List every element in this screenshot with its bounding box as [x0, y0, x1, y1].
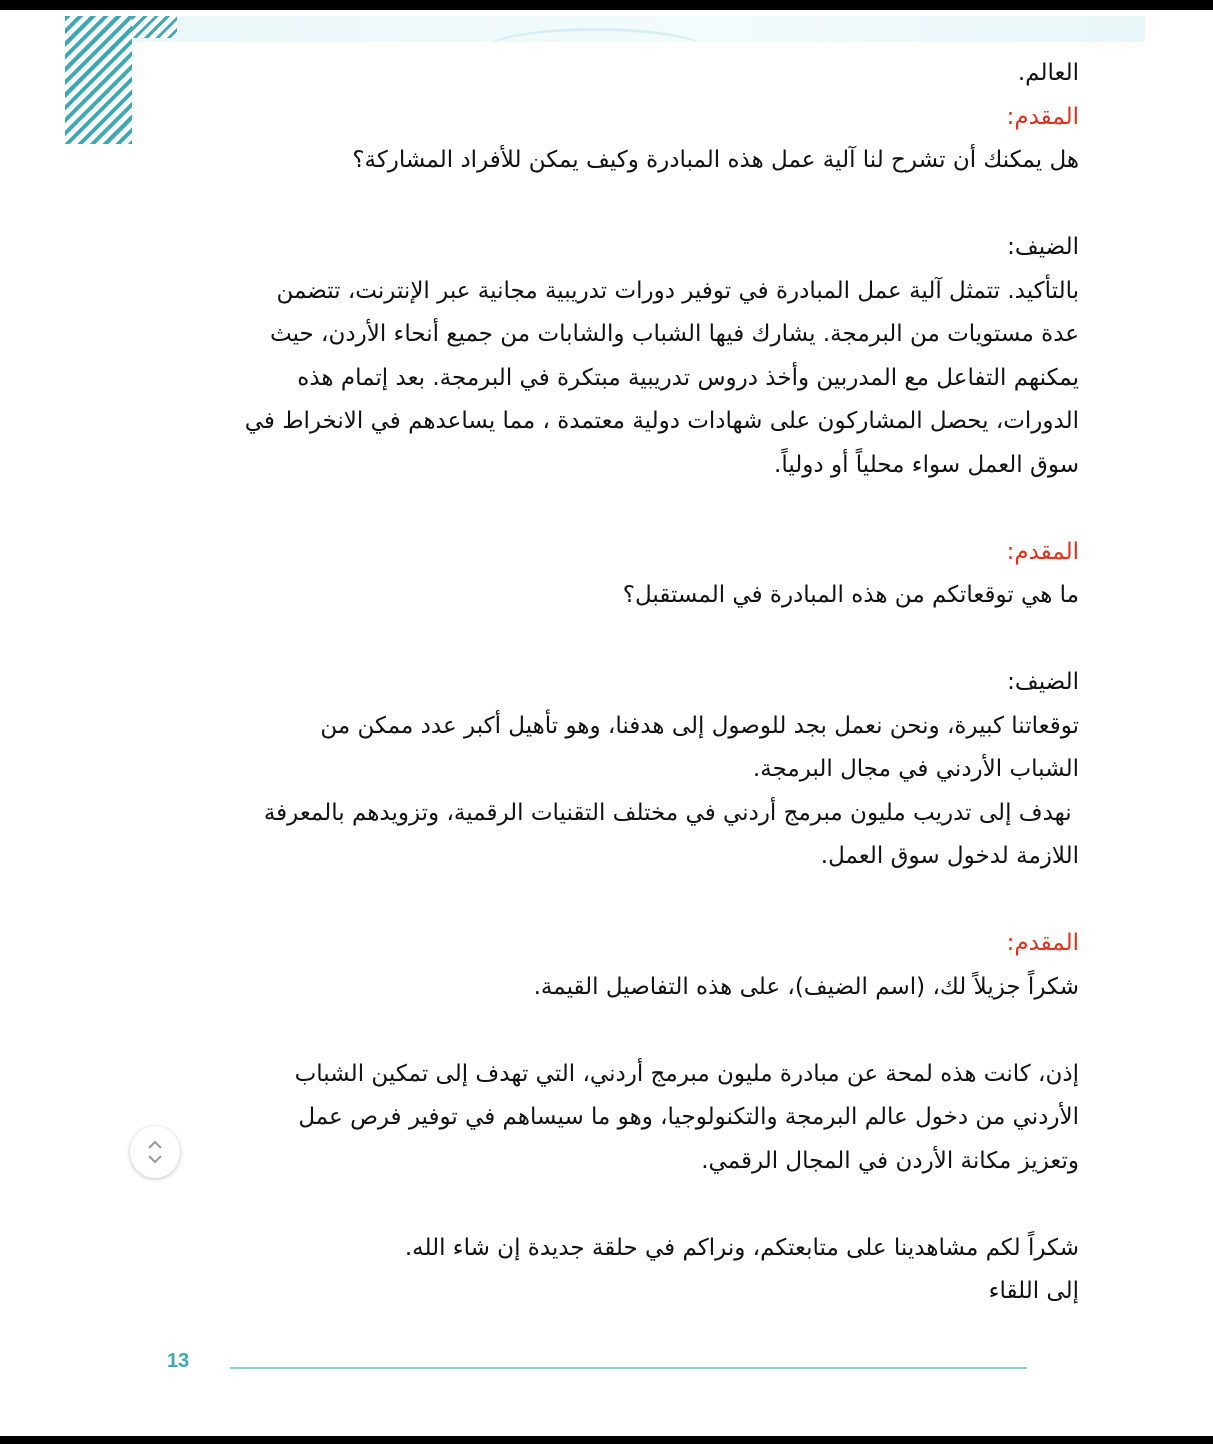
chevron-up-down-icon [145, 1137, 165, 1167]
text-line: وتعزيز مكانة الأردن في المجال الرقمي. [701, 1147, 1079, 1174]
speaker-label: المقدم: [1006, 930, 1079, 956]
speaker-label: المقدم: [1006, 538, 1079, 565]
bottom-black-bar [0, 1436, 1213, 1444]
speaker-label: المقدم: [1006, 103, 1079, 130]
scroll-button[interactable] [130, 1126, 180, 1178]
paragraph-spacer [159, 487, 1079, 531]
decorative-stripes-top [132, 16, 177, 38]
decorative-stripes [65, 16, 132, 144]
paragraph-spacer [159, 1183, 1079, 1227]
text-line: سوق العمل سواء محلياً أو دولياً. [774, 451, 1079, 478]
text-line: العالم. [1017, 60, 1079, 86]
page-number: 13 [167, 1350, 190, 1372]
footer-rule [230, 1367, 1027, 1369]
text-line: ما هي توقعاتكم من هذه المبادرة في المستقبل؟ [622, 582, 1079, 608]
text-line: شكراً جزيلاً لك، (اسم الضيف)، على هذه التفاصيل القيمة. [533, 973, 1079, 1000]
text-line: إلى اللقاء [988, 1278, 1079, 1304]
text-line: عدة مستويات من البرمجة. يشارك فيها الشباب والشابات من جميع أنحاء الأردن، حيث [269, 321, 1079, 347]
text-line: الضيف: [1007, 669, 1079, 695]
paragraph-spacer [159, 1009, 1079, 1053]
text-line: إذن، كانت هذه لمحة عن مبادرة مليون مبرمج أردني، التي تهدف إلى تمكين الشباب [294, 1060, 1079, 1087]
text-line: الأردني من دخول عالم البرمجة والتكنولوجيا، وهو ما سيساهم في توفير فرص عمل [298, 1104, 1079, 1130]
document-text [159, 52, 1079, 1314]
left-gutter [0, 10, 65, 1436]
paragraph-spacer [159, 879, 1079, 923]
paragraph-spacer [159, 183, 1079, 227]
document-page [65, 10, 1145, 1436]
paragraph-spacer [159, 618, 1079, 662]
text-line: الشباب الأردني في مجال البرمجة. [752, 756, 1079, 782]
text-line: اللازمة لدخول سوق العمل. [820, 843, 1079, 869]
text-line: نهدف إلى تدريب مليون مبرمج أردني في مختلف التقنيات الرقمية، وتزويدهم بالمعرفة [263, 799, 1079, 826]
text-line: بالتأكيد. تتمثل آلية عمل المبادرة في توفير دورات تدريبية مجانية عبر الإنترنت، تتضمن [276, 277, 1079, 304]
text-line: شكراً لكم مشاهدينا على متابعتكم، ونراكم في حلقة جديدة إن شاء الله. [404, 1234, 1079, 1261]
text-line: الدورات، يحصل المشاركون على شهادات دولية معتمدة ، مما يساعدهم في الانخراط في [244, 408, 1079, 434]
top-black-bar [0, 0, 1213, 10]
right-gutter [1145, 10, 1213, 1436]
text-line: هل يمكنك أن تشرح لنا آلية عمل هذه المبادرة وكيف يمكن للأفراد المشاركة؟ [352, 147, 1079, 173]
text-line: يمكنهم التفاعل مع المدربين وأخذ دروس تدريبية مبتكرة في البرمجة. بعد إتمام هذه [297, 364, 1079, 391]
text-line: توقعاتنا كبيرة، ونحن نعمل بجد للوصول إلى هدفنا، وهو تأهيل أكبر عدد ممكن من [320, 712, 1079, 739]
text-line: الضيف: [1007, 234, 1079, 260]
